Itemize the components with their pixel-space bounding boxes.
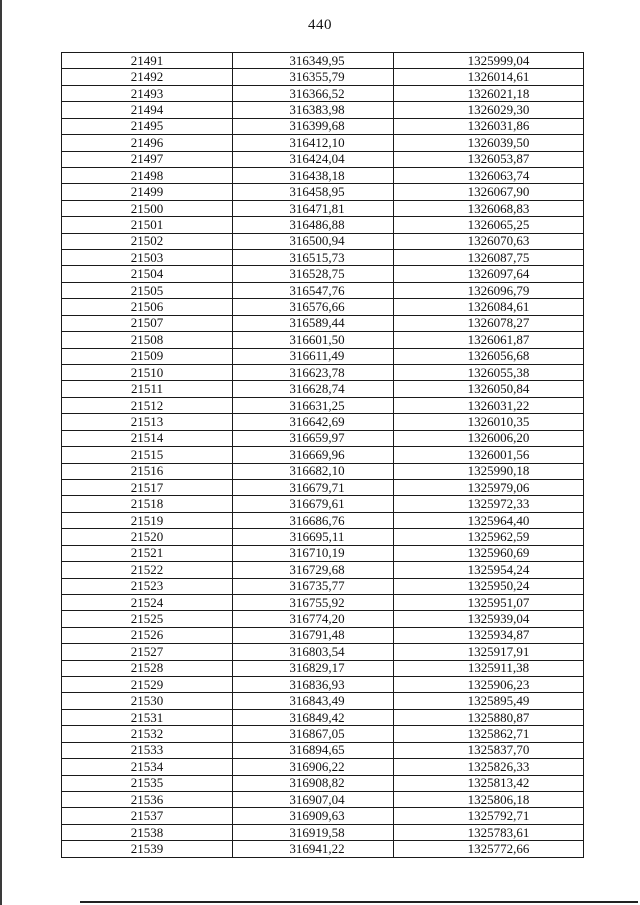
table-row [62,479,584,495]
x-coordinate-cell: 316909,63 [233,808,394,824]
table-row [62,759,584,775]
table-row [62,594,584,610]
table-row [62,266,584,282]
table-row [62,282,584,298]
y-coordinate-cell: 1326070,63 [394,233,584,249]
y-coordinate-cell: 1326065,25 [394,217,584,233]
point-number-cell: 21532 [62,726,233,742]
table-row [62,447,584,463]
table-row [62,217,584,233]
point-number-cell: 21526 [62,627,233,643]
point-number-cell: 21535 [62,775,233,791]
x-coordinate-cell: 316849,42 [233,709,394,725]
point-number-cell: 21491 [62,53,233,69]
table-row [62,677,584,693]
y-coordinate-cell: 1326021,18 [394,85,584,101]
x-coordinate-cell: 316908,82 [233,775,394,791]
y-coordinate-cell: 1325813,42 [394,775,584,791]
y-coordinate-cell: 1325826,33 [394,759,584,775]
x-coordinate-cell: 316366,52 [233,85,394,101]
table-row [62,233,584,249]
point-number-cell: 21512 [62,397,233,413]
table-row [62,184,584,200]
page-number: 440 [308,17,332,33]
table-row [62,742,584,758]
table-row [62,53,584,69]
x-coordinate-cell: 316906,22 [233,759,394,775]
point-number-cell: 21499 [62,184,233,200]
x-coordinate-cell: 316399,68 [233,118,394,134]
y-coordinate-cell: 1326078,27 [394,315,584,331]
y-coordinate-cell: 1326056,68 [394,348,584,364]
table-row [62,463,584,479]
y-coordinate-cell: 1326063,74 [394,167,584,183]
x-coordinate-cell: 316755,92 [233,594,394,610]
point-number-cell: 21539 [62,841,233,857]
x-coordinate-cell: 316710,19 [233,545,394,561]
y-coordinate-cell: 1325917,91 [394,644,584,660]
x-coordinate-cell: 316515,73 [233,250,394,266]
coordinates-table-body [62,53,584,858]
table-row [62,69,584,85]
table-row [62,332,584,348]
x-coordinate-cell: 316836,93 [233,677,394,693]
y-coordinate-cell: 1326096,79 [394,282,584,298]
y-coordinate-cell: 1325962,59 [394,529,584,545]
point-number-cell: 21505 [62,282,233,298]
point-number-cell: 21510 [62,365,233,381]
x-coordinate-cell: 316919,58 [233,824,394,840]
point-number-cell: 21515 [62,447,233,463]
point-number-cell: 21509 [62,348,233,364]
y-coordinate-cell: 1325837,70 [394,742,584,758]
x-coordinate-cell: 316907,04 [233,791,394,807]
y-coordinate-cell: 1326067,90 [394,184,584,200]
point-number-cell: 21519 [62,512,233,528]
table-row [62,808,584,824]
y-coordinate-cell: 1325960,69 [394,545,584,561]
point-number-cell: 21536 [62,791,233,807]
table-row [62,512,584,528]
x-coordinate-cell: 316894,65 [233,742,394,758]
point-number-cell: 21527 [62,644,233,660]
x-coordinate-cell: 316735,77 [233,578,394,594]
y-coordinate-cell: 1325964,40 [394,512,584,528]
y-coordinate-cell: 1326010,35 [394,414,584,430]
y-coordinate-cell: 1326084,61 [394,299,584,315]
x-coordinate-cell: 316669,96 [233,447,394,463]
table-row [62,135,584,151]
y-coordinate-cell: 1325911,38 [394,660,584,676]
table-row [62,414,584,430]
point-number-cell: 21498 [62,167,233,183]
point-number-cell: 21497 [62,151,233,167]
point-number-cell: 21513 [62,414,233,430]
coordinates-table [61,52,584,858]
table-row [62,726,584,742]
point-number-cell: 21516 [62,463,233,479]
y-coordinate-cell: 1325951,07 [394,594,584,610]
point-number-cell: 21495 [62,118,233,134]
point-number-cell: 21533 [62,742,233,758]
y-coordinate-cell: 1325806,18 [394,791,584,807]
table-row [62,775,584,791]
y-coordinate-cell: 1325792,71 [394,808,584,824]
y-coordinate-cell: 1326001,56 [394,447,584,463]
y-coordinate-cell: 1325783,61 [394,824,584,840]
y-coordinate-cell: 1325880,87 [394,709,584,725]
x-coordinate-cell: 316471,81 [233,200,394,216]
table-row [62,250,584,266]
x-coordinate-cell: 316628,74 [233,381,394,397]
table-row [62,693,584,709]
point-number-cell: 21521 [62,545,233,561]
x-coordinate-cell: 316642,69 [233,414,394,430]
table-row [62,644,584,660]
x-coordinate-cell: 316383,98 [233,102,394,118]
x-coordinate-cell: 316659,97 [233,430,394,446]
x-coordinate-cell: 316867,05 [233,726,394,742]
y-coordinate-cell: 1325895,49 [394,693,584,709]
table-row [62,118,584,134]
point-number-cell: 21520 [62,529,233,545]
x-coordinate-cell: 316438,18 [233,167,394,183]
point-number-cell: 21528 [62,660,233,676]
x-coordinate-cell: 316424,04 [233,151,394,167]
table-row [62,578,584,594]
y-coordinate-cell: 1325934,87 [394,627,584,643]
x-coordinate-cell: 316412,10 [233,135,394,151]
table-row [62,151,584,167]
y-coordinate-cell: 1325862,71 [394,726,584,742]
table-row [62,496,584,512]
table-row [62,611,584,627]
y-coordinate-cell: 1325999,04 [394,53,584,69]
table-row [62,365,584,381]
point-number-cell: 21518 [62,496,233,512]
point-number-cell: 21507 [62,315,233,331]
point-number-cell: 21514 [62,430,233,446]
x-coordinate-cell: 316528,75 [233,266,394,282]
point-number-cell: 21534 [62,759,233,775]
table-row [62,824,584,840]
y-coordinate-cell: 1326087,75 [394,250,584,266]
table-row [62,791,584,807]
table-row [62,430,584,446]
point-number-cell: 21530 [62,693,233,709]
table-row [62,200,584,216]
x-coordinate-cell: 316682,10 [233,463,394,479]
x-coordinate-cell: 316803,54 [233,644,394,660]
y-coordinate-cell: 1326061,87 [394,332,584,348]
y-coordinate-cell: 1326055,38 [394,365,584,381]
x-coordinate-cell: 316500,94 [233,233,394,249]
table-row [62,397,584,413]
y-coordinate-cell: 1325972,33 [394,496,584,512]
point-number-cell: 21504 [62,266,233,282]
point-number-cell: 21501 [62,217,233,233]
x-coordinate-cell: 316486,88 [233,217,394,233]
x-coordinate-cell: 316729,68 [233,562,394,578]
table-row [62,841,584,857]
x-coordinate-cell: 316679,61 [233,496,394,512]
y-coordinate-cell: 1326097,64 [394,266,584,282]
x-coordinate-cell: 316774,20 [233,611,394,627]
table-row [62,348,584,364]
point-number-cell: 21529 [62,677,233,693]
table-row [62,627,584,643]
x-coordinate-cell: 316829,17 [233,660,394,676]
point-number-cell: 21503 [62,250,233,266]
point-number-cell: 21511 [62,381,233,397]
x-coordinate-cell: 316589,44 [233,315,394,331]
y-coordinate-cell: 1326031,22 [394,397,584,413]
y-coordinate-cell: 1326006,20 [394,430,584,446]
y-coordinate-cell: 1326014,61 [394,69,584,85]
point-number-cell: 21522 [62,562,233,578]
point-number-cell: 21524 [62,594,233,610]
y-coordinate-cell: 1326068,83 [394,200,584,216]
y-coordinate-cell: 1326050,84 [394,381,584,397]
point-number-cell: 21496 [62,135,233,151]
point-number-cell: 21517 [62,479,233,495]
y-coordinate-cell: 1325990,18 [394,463,584,479]
x-coordinate-cell: 316576,66 [233,299,394,315]
y-coordinate-cell: 1326039,50 [394,135,584,151]
table-row [62,545,584,561]
table-row [62,102,584,118]
point-number-cell: 21492 [62,69,233,85]
table-row [62,315,584,331]
x-coordinate-cell: 316631,25 [233,397,394,413]
y-coordinate-cell: 1325979,06 [394,479,584,495]
x-coordinate-cell: 316623,78 [233,365,394,381]
x-coordinate-cell: 316679,71 [233,479,394,495]
point-number-cell: 21508 [62,332,233,348]
table-row [62,85,584,101]
x-coordinate-cell: 316547,76 [233,282,394,298]
table-row [62,381,584,397]
point-number-cell: 21538 [62,824,233,840]
y-coordinate-cell: 1325939,04 [394,611,584,627]
x-coordinate-cell: 316686,76 [233,512,394,528]
table-row [62,660,584,676]
x-coordinate-cell: 316611,49 [233,348,394,364]
x-coordinate-cell: 316843,49 [233,693,394,709]
point-number-cell: 21531 [62,709,233,725]
y-coordinate-cell: 1326031,86 [394,118,584,134]
x-coordinate-cell: 316695,11 [233,529,394,545]
bottom-rule [80,901,638,903]
table-row [62,529,584,545]
point-number-cell: 21493 [62,85,233,101]
point-number-cell: 21506 [62,299,233,315]
x-coordinate-cell: 316601,50 [233,332,394,348]
point-number-cell: 21494 [62,102,233,118]
point-number-cell: 21523 [62,578,233,594]
x-coordinate-cell: 316458,95 [233,184,394,200]
point-number-cell: 21537 [62,808,233,824]
table-row [62,709,584,725]
x-coordinate-cell: 316349,95 [233,53,394,69]
x-coordinate-cell: 316355,79 [233,69,394,85]
point-number-cell: 21500 [62,200,233,216]
y-coordinate-cell: 1325954,24 [394,562,584,578]
y-coordinate-cell: 1326029,30 [394,102,584,118]
point-number-cell: 21525 [62,611,233,627]
y-coordinate-cell: 1325772,66 [394,841,584,857]
table-row [62,299,584,315]
y-coordinate-cell: 1325950,24 [394,578,584,594]
y-coordinate-cell: 1326053,87 [394,151,584,167]
x-coordinate-cell: 316941,22 [233,841,394,857]
x-coordinate-cell: 316791,48 [233,627,394,643]
table-row [62,562,584,578]
y-coordinate-cell: 1325906,23 [394,677,584,693]
scan-edge-line [0,0,2,905]
point-number-cell: 21502 [62,233,233,249]
table-row [62,167,584,183]
